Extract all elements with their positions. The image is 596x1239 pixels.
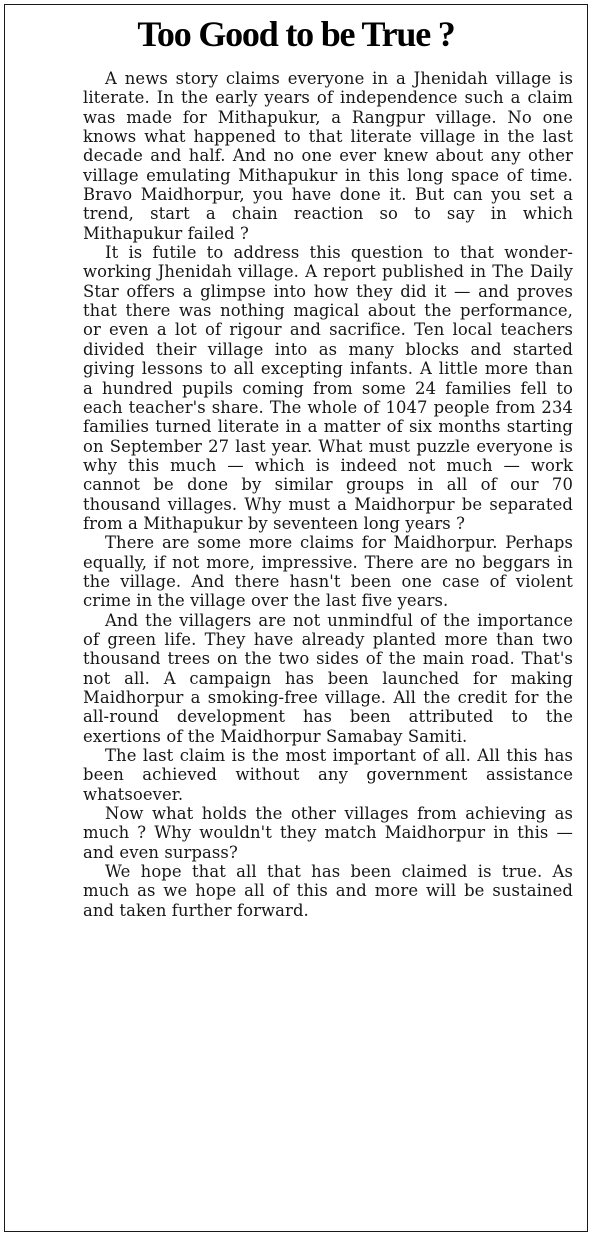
article-headline: Too Good to be True ? bbox=[137, 14, 455, 54]
article-paragraph: And the villagers are not unmindful of the importance of green life. They have already planted more than two thousand trees on the two sides of the main road. That's not all. A campaign has been launched for making Maidhorpur a smoking-free village. All the credit for the all-round development has been attributed to the exertions of the Maidhorpur Samabay Samiti. bbox=[83, 610, 573, 746]
article-body bbox=[83, 69, 573, 920]
article-paragraph: There are some more claims for Maidhorpur. Perhaps equally, if not more, impressive. There are no beggars in the village. And there hasn't been one case of violent crime in the village over the last five years. bbox=[83, 533, 573, 611]
article-paragraph: Now what holds the other villages from achieving as much ? Why wouldn't they match Maidhorpur in this — and even surpass? bbox=[83, 804, 573, 862]
article-paragraph: A news story claims everyone in a Jhenidah village is literate. In the early years of independence such a claim was made for Mithapukur, a Rangpur village. No one knows what happened to that literate village in the last decade and half. And no one ever knew about any other village emulating Mithapukur in this long space of time. Bravo Maidhorpur, you have done it. But can you set a trend, start a chain reaction so to say in which Mithapukur failed ? bbox=[83, 69, 573, 243]
article-paragraph: We hope that all that has been claimed is true. As much as we hope all of this and more will be sustained and taken further forward. bbox=[83, 862, 573, 920]
article-paragraph: The last claim is the most important of all. All this has been achieved without any government assistance whatsoever. bbox=[83, 746, 573, 804]
article-paragraph: It is futile to address this question to that wonder-working Jhenidah village. A report published in The Daily Star offers a glimpse into how they did it — and proves that there was nothing magical about the performance, or even a lot of rigour and sacrifice. Ten local teachers divided their village into as many blocks and started giving lessons to all excepting infants. A little more than a hundred pupils coming from some 24 families fell to each teacher's share. The whole of 1047 people from 234 families turned literate in a matter of six months starting on September 27 last year. What must puzzle everyone is why this much — which is indeed not much — work cannot be done by similar groups in all of our 70 thousand villages. Why must a Maidhorpur be separated from a Mithapukur by seventeen long years ? bbox=[83, 243, 573, 533]
newspaper-clipping bbox=[4, 4, 588, 1232]
